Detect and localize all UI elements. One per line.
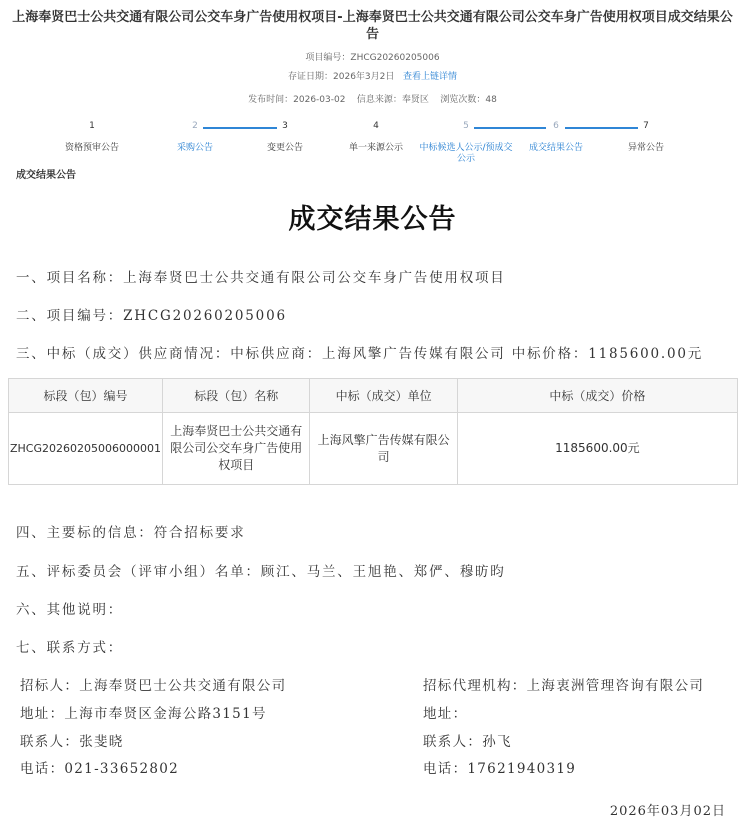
step-number: 3: [282, 121, 288, 131]
tenderer-line: 招标人：上海奉贤巴士公共交通有限公司: [20, 678, 287, 694]
project-number-row: [0, 50, 745, 63]
project-number-line: 二、项目编号：ZHCG20260205006: [16, 308, 287, 324]
subject-info-line: 四、主要标的信息：符合招标要求: [16, 525, 246, 541]
publish-time-label: 发布时间：: [248, 95, 294, 105]
source-label: 信息来源：: [356, 95, 402, 105]
tenderer-phone-line: 电话：021-33652802: [20, 761, 180, 777]
table-row: [9, 413, 738, 485]
section-label: 成交结果公告: [16, 170, 76, 181]
project-name-line: 一、项目名称：上海奉贤巴士公共交通有限公司公交车身广告使用权项目: [16, 270, 506, 286]
agency-contact-line: 联系人：孙飞: [423, 734, 512, 750]
tenderer-address-line: 地址：上海市奉贤区金海公路3151号: [20, 706, 267, 722]
contact-heading-line: 七、联系方式：: [16, 640, 124, 656]
chain-detail-link[interactable]: 查看上链详情: [402, 72, 457, 82]
step-number: 6: [553, 121, 559, 131]
views-label: 浏览次数：: [440, 95, 486, 105]
supplier-line: 三、中标（成交）供应商情况：中标供应商：上海风擎广告传媒有限公司 中标价格：1185600.00元: [16, 346, 704, 362]
price-cell: 1185600.00元: [457, 413, 737, 485]
committee-line: 五、评标委员会（评审小组）名单：顾江、马兰、王旭艳、郑俨、穆昉昀: [16, 564, 506, 580]
step-number: 2: [192, 121, 198, 131]
views-value: 48: [485, 95, 497, 105]
deposit-row: [0, 69, 745, 82]
announcement-title: 上海奉贤巴士公共交通有限公司公交车身广告使用权项目-上海奉贤巴士公共交通有限公司公交车身广告使用权项目成交结果公告: [12, 10, 733, 42]
step-number: 7: [643, 121, 649, 131]
document-date: 2026年03月02日: [609, 804, 726, 819]
deposit-date-value: 2026年3月2日: [333, 72, 395, 82]
bid-result-table: [8, 378, 738, 485]
project-number-value: ZHCG20260205006: [350, 53, 440, 63]
column-header: 中标（成交）价格: [457, 379, 737, 413]
agency-address-line: 地址：: [423, 706, 468, 722]
step-number: 4: [373, 121, 379, 131]
column-header: 中标（成交）单位: [310, 379, 457, 413]
column-header: 标段（包）名称: [163, 379, 310, 413]
winner-cell: 上海风擎广告传媒有限公司: [310, 413, 457, 485]
agency-phone-line: 电话：17621940319: [423, 761, 577, 777]
step-number: 1: [89, 121, 95, 131]
publish-info-row: [0, 92, 745, 105]
step-label: 资格预审公告: [64, 143, 119, 153]
deposit-date-label: 存证日期：: [288, 72, 334, 82]
agency-line: 招标代理机构：上海衷洲管理咨询有限公司: [423, 678, 705, 694]
process-stepper: [0, 121, 745, 171]
document-title: 成交结果公告: [288, 204, 457, 235]
other-notes-line: 六、其他说明：: [16, 602, 124, 618]
table-header-row: [9, 379, 738, 413]
step-label: 变更公告: [266, 143, 303, 153]
step-label: 成交结果公告: [528, 143, 583, 153]
source-value: 奉贤区: [401, 95, 429, 105]
project-number-label: 项目编号：: [305, 53, 351, 63]
step-label: 单一来源公示: [348, 143, 403, 153]
column-header: 标段（包）编号: [9, 379, 163, 413]
step-label: 采购公告: [176, 143, 213, 153]
publish-time-value: 2026-03-02: [293, 95, 346, 105]
step-label: 异常公告: [627, 143, 664, 153]
lot-number-cell: ZHCG20260205006000001: [9, 413, 163, 485]
step-number: 5: [463, 121, 469, 131]
step-label: 中标候选人公示/预成交公示: [419, 143, 513, 164]
lot-name-cell: 上海奉贤巴士公共交通有限公司公交车身广告使用权项目: [163, 413, 310, 485]
tenderer-contact-line: 联系人：张斐晓: [20, 734, 124, 750]
